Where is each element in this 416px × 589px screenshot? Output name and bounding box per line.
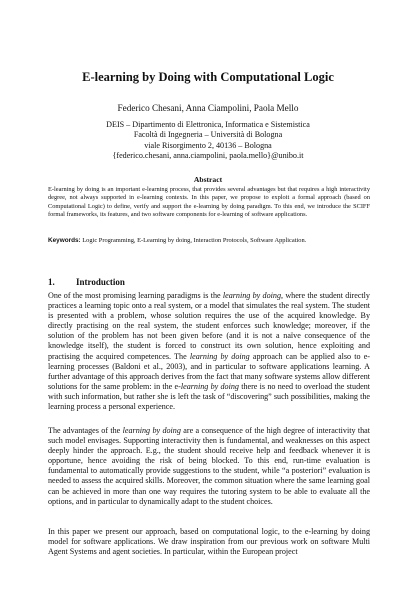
keywords-label: Keywords: — [48, 237, 81, 244]
p1-text-b: , where the student directly practices a learning topic onto a real system, or a model that simulates the real system. The student is presented with a problem, whose solution requires the use of the acquired knowledge. By directly practising on the real system, the student enforces such knowledge; moreover, if the solution of the problem has not been given before (and it is not a naïve consequence of the knowledge itself), the student is forced to construct its own solution, hence exploiting and practising the acquired competences. The — [48, 291, 370, 361]
paragraph-2 — [48, 426, 370, 507]
p1-text-a: One of the most promising learning paradigms is the — [48, 291, 223, 300]
affiliation-emails: {federico.chesani, anna.ciampolini, paola.mello}@unibo.it — [112, 150, 304, 160]
p1-text-c: approach can be applied also to e-learning processes (Baldoni et al., 2003), and in particular to software applications learning. A further advantage of this approach derives from the fact that many software systems allow different solutions for the same problem: in the e- — [48, 351, 370, 391]
paragraph-3 — [48, 527, 370, 557]
p2-text-b: are a consequence of the high degree of interactivity that such model envisages. Supporting interactivity then is fundamental, and weaknesses on this aspect deeply hinder the approach. E.g., the student should receive help and feedback whenever it is opportune, hence avoiding the risk of being blocked. To this end, run-time evaluation is fundamental to automatically provide suggestions to the student, while “a posteriori” evaluation is needed to assess the acquired skills. Moreover, the common situation where the same learning goal can be achieved in more than one way requires the tutoring system to be able to evaluate all the options, and in particular to dynamically adapt to the student choices. — [48, 426, 370, 506]
paper-title: E-learning by Doing with Computational Logic — [82, 70, 334, 84]
keywords-text: Logic Programming, E-Learning by doing, Interaction Protocols, Software Application. — [80, 237, 307, 244]
author-affiliation — [0, 120, 416, 161]
section-number: 1. — [48, 277, 55, 287]
keywords-line — [48, 237, 378, 244]
section-title: Introduction — [76, 277, 125, 287]
affiliation-faculty: Facoltà di Ingegneria – Università di Bologna — [133, 130, 283, 140]
paragraph-1 — [48, 291, 370, 412]
abstract-heading: Abstract — [193, 175, 223, 184]
p1-emphasis-b: learning by doing — [189, 351, 250, 361]
affiliation-department: DEIS – Dipartimento di Elettronica, Informatica e Sistemistica — [106, 120, 310, 129]
p2-text-a: The advantages of the — [48, 426, 123, 435]
p2-emphasis-a: learning by doing — [122, 426, 181, 435]
p3-text-a: In this paper we present our approach, based on computational logic, to the e-learning by doing model for software applications. We draw inspiration from our previous work on software Multi Agent Systems and agent societies. In particular, within the European project — [48, 527, 370, 557]
p1-text-d: there is no need to overload the student with such information, but rather she is left the task of “discovering” such possibilities, making the learning process a personal experience. — [48, 381, 371, 412]
paper-authors: Federico Chesani, Anna Ciampolini, Paola Mello — [117, 103, 299, 113]
abstract-text: E-learning by doing is an important e-learning process, that provides several advantages but that requires a high interactivity degree, not always supported in e-learning contexts. In this paper, we propose to exploit a formal approach (based on Computational Logic) to define, verify and support the e-learning by doing paradigm. To this end, we introduce the SCIFF formal frameworks, its features, and two software components for e-learning of software applications. — [48, 186, 370, 218]
p1-emphasis-c: learning by doing — [180, 381, 239, 391]
p1-emphasis-a: learning by doing — [222, 291, 281, 300]
section-heading — [48, 277, 125, 287]
affiliation-address: viale Risorgimento 2, 40136 – Bologna — [144, 140, 272, 150]
